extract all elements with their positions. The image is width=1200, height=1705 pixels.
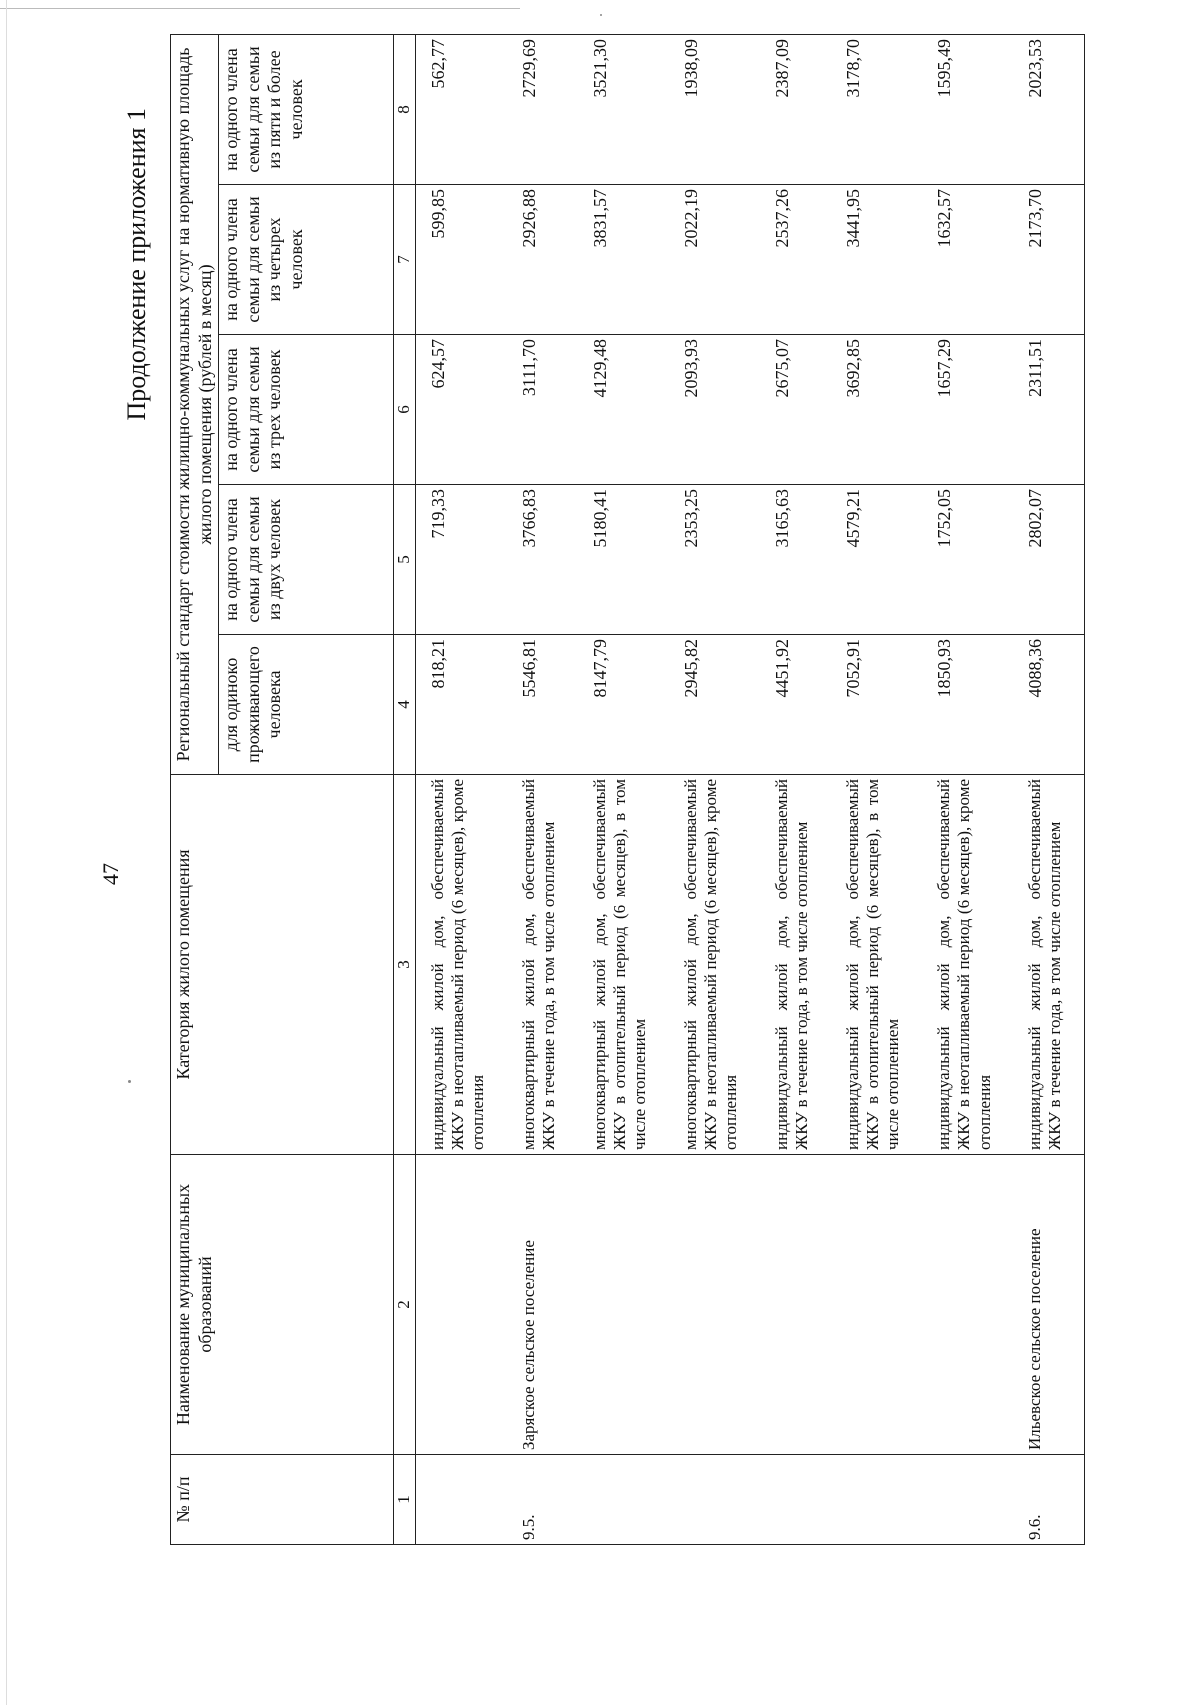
value-five-plus: 1938,09: [669, 34, 760, 184]
value-two: 2353,25: [669, 485, 760, 635]
value-four: 2926,88: [507, 185, 578, 335]
row-number: [669, 1455, 760, 1545]
column-number: 2: [394, 1155, 415, 1455]
value-three: 4129,48: [578, 335, 669, 485]
value-two: 3165,63: [760, 485, 831, 635]
column-number: 3: [394, 775, 415, 1155]
column-number: 8: [394, 34, 415, 184]
table-row: [415, 34, 507, 1544]
value-single: 7052,91: [831, 635, 922, 775]
header-category: Категория жилого помещения: [171, 775, 394, 1155]
value-four: 2173,70: [1013, 185, 1084, 335]
standards-table: [170, 34, 1085, 1545]
row-category: индивидуальный жилой дом, обеспечиваемый ЖКУ в неотапливаемый период (6 месяцев), кроме отопления: [922, 775, 1013, 1155]
header-num: № п/п: [171, 1455, 394, 1545]
header-sub-single: для одиноко проживающего человека: [219, 635, 394, 775]
row-category: индивидуальный жилой дом, обеспечиваемый ЖКУ в течение года, в том числе отоплением: [1013, 775, 1084, 1155]
table-row: [1013, 34, 1084, 1544]
header-standard-group: Региональный стандарт стоимости жилищно-коммунальных услуг на нормативную площадь жилого помещения (рублей в месяц): [171, 34, 219, 774]
row-municipality: [669, 1155, 760, 1455]
value-two: 2802,07: [1013, 485, 1084, 635]
row-number: 9.6.: [1013, 1455, 1084, 1545]
row-number: [922, 1455, 1013, 1545]
value-single: 2945,82: [669, 635, 760, 775]
value-single: 4451,92: [760, 635, 831, 775]
value-two: 719,33: [415, 485, 507, 635]
column-number: 5: [394, 485, 415, 635]
value-five-plus: 2023,53: [1013, 34, 1084, 184]
value-five-plus: 2729,69: [507, 34, 578, 184]
value-three: 1657,29: [922, 335, 1013, 485]
value-three: 2675,07: [760, 335, 831, 485]
row-category: индивидуальный жилой дом, обеспечиваемый ЖКУ в неотапливаемый период (6 месяцев), кроме отопления: [415, 775, 507, 1155]
row-municipality: [578, 1155, 669, 1455]
row-number: 9.5.: [507, 1455, 578, 1545]
row-number: [760, 1455, 831, 1545]
table-row: [831, 34, 922, 1544]
value-four: 2537,26: [760, 185, 831, 335]
value-single: 818,21: [415, 635, 507, 775]
value-two: 5180,41: [578, 485, 669, 635]
value-four: 3831,57: [578, 185, 669, 335]
value-single: 1850,93: [922, 635, 1013, 775]
value-five-plus: 3178,70: [831, 34, 922, 184]
table-row: [922, 34, 1013, 1544]
value-five-plus: 2387,09: [760, 34, 831, 184]
row-category: многоквартирный жилой дом, обеспечиваемый ЖКУ в неотапливаемый период (6 месяцев), кроме отопления: [669, 775, 760, 1155]
value-four: 2022,19: [669, 185, 760, 335]
table-row: [760, 34, 831, 1544]
table-row: [507, 34, 578, 1544]
value-single: 4088,36: [1013, 635, 1084, 775]
row-category: индивидуальный жилой дом, обеспечиваемый ЖКУ в отопительный период (6 месяцев), в том числе отоплением: [831, 775, 922, 1155]
row-number: [578, 1455, 669, 1545]
page-number: 47: [98, 863, 123, 885]
header-municipality: Наименование муниципальных образований: [171, 1155, 394, 1455]
continuation-label: Продолжение приложения 1: [122, 108, 151, 421]
row-category: индивидуальный жилой дом, обеспечиваемый ЖКУ в течение года, в том числе отоплением: [760, 775, 831, 1155]
value-two: 1752,05: [922, 485, 1013, 635]
header-sub-five-plus: на одного члена семьи для семьи из пяти и более человек: [219, 34, 394, 184]
row-municipality: Заряское сельское поселение: [507, 1155, 578, 1455]
row-number: [831, 1455, 922, 1545]
header-sub-two: на одного члена семьи для семьи из двух человек: [219, 485, 394, 635]
header-sub-three: на одного члена семьи для семьи из трех человек: [219, 335, 394, 485]
value-two: 4579,21: [831, 485, 922, 635]
value-two: 3766,83: [507, 485, 578, 635]
column-number: 6: [394, 335, 415, 485]
value-three: 3692,85: [831, 335, 922, 485]
column-number: 4: [394, 635, 415, 775]
row-municipality: [415, 1155, 507, 1455]
column-number: 7: [394, 185, 415, 335]
value-single: 8147,79: [578, 635, 669, 775]
row-category: многоквартирный жилой дом, обеспечиваемый ЖКУ в отопительный период (6 месяцев), в том числе отоплением: [578, 775, 669, 1155]
value-three: 3111,70: [507, 335, 578, 485]
header-sub-four: на одного члена семьи для семьи из четырех человек: [219, 185, 394, 335]
value-single: 5546,81: [507, 635, 578, 775]
table-row: [578, 34, 669, 1544]
row-municipality: [831, 1155, 922, 1455]
row-municipality: [760, 1155, 831, 1455]
row-municipality: [922, 1155, 1013, 1455]
value-four: 1632,57: [922, 185, 1013, 335]
value-four: 599,85: [415, 185, 507, 335]
row-municipality: Ильевское сельское поселение: [1013, 1155, 1084, 1455]
column-number: 1: [394, 1455, 415, 1545]
row-number: [415, 1455, 507, 1545]
value-five-plus: 3521,30: [578, 34, 669, 184]
value-four: 3441,95: [831, 185, 922, 335]
value-five-plus: 1595,49: [922, 34, 1013, 184]
table-row: [669, 34, 760, 1544]
row-category: многоквартирный жилой дом, обеспечиваемый ЖКУ в течение года, в том числе отоплением: [507, 775, 578, 1155]
value-five-plus: 562,77: [415, 34, 507, 184]
value-three: 2093,93: [669, 335, 760, 485]
value-three: 2311,51: [1013, 335, 1084, 485]
value-three: 624,57: [415, 335, 507, 485]
